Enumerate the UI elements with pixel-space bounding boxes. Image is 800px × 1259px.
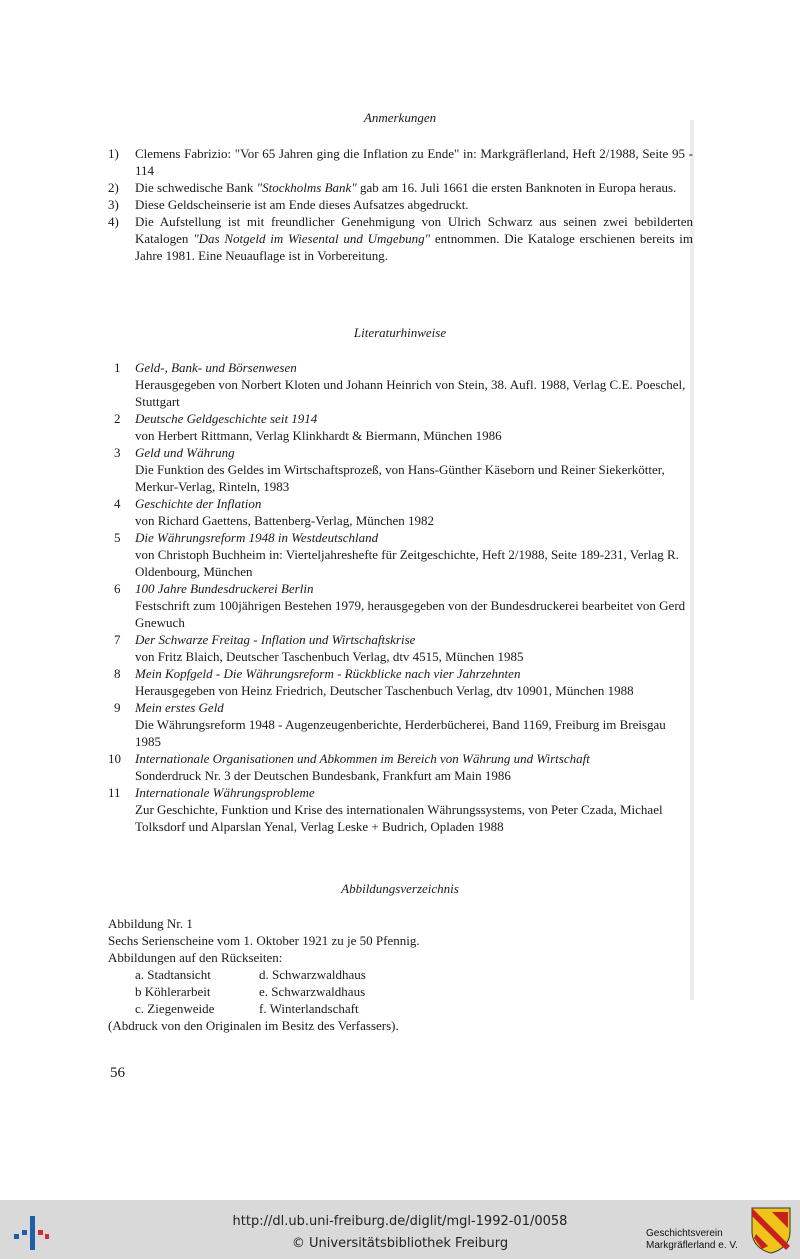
literature-number: 6 [114,581,121,596]
note-item [108,213,693,264]
literature-number: 1 [114,360,121,375]
literature-desc: von Richard Gaettens, Battenberg-Verlag, München 1982 [135,513,435,528]
note-text: Die schwedische Bank "Stockholms Bank" gab am 16. Juli 1661 die ersten Banknoten in Europa heraus. [135,180,677,195]
literature-number: 8 [114,666,121,681]
note-item [108,145,693,179]
heading-anmerkungen: Anmerkungen [363,110,437,125]
figure-row-right: d. Schwarzwaldhaus [259,967,366,982]
literature-item [104,699,694,750]
literature-number: 4 [114,496,121,511]
literature-item [104,495,694,529]
literature-desc: von Herbert Rittmann, Verlag Klinkhardt & Biermann, München 1986 [135,428,502,443]
literature-title: Der Schwarze Freitag - Inflation und Wirtschaftskrise [135,632,416,647]
figure-row [108,966,668,983]
literature-number: 3 [114,445,121,460]
literature-item [104,529,694,580]
figure-row [108,983,668,1000]
literature-title: Geld-, Bank- und Börsenwesen [135,360,297,375]
literature-list [104,359,694,835]
literature-desc: Sonderdruck Nr. 3 der Deutschen Bundesbank, Frankfurt am Main 1986 [135,768,511,783]
literature-item [104,665,694,699]
literature-desc: von Fritz Blaich, Deutscher Taschenbuch Verlag, dtv 4515, München 1985 [135,649,524,664]
literature-item [104,410,694,444]
note-item [108,179,693,196]
society-name-line1: Geschichtsverein [646,1228,723,1239]
note-number: 1) [108,146,119,161]
literature-title: 100 Jahre Bundesdruckerei Berlin [135,581,314,596]
literature-desc: Die Funktion des Geldes im Wirtschaftsprozeß, von Hans-Günther Käseborn und Reiner Siekerkötter, Merkur-Verlag, Rinteln, 1983 [135,462,665,494]
heading-abbildungen: Abbildungsverzeichnis [341,881,459,896]
figure-row-left: b Köhlerarbeit [135,984,211,999]
figure-row-left: a. Stadtansicht [135,967,211,982]
figure-row-left: c. Ziegenweide [135,1001,215,1016]
figure-source-note: (Abdruck von den Originalen im Besitz des Verfassers). [108,1018,399,1033]
literature-item [104,631,694,665]
footer-url-link[interactable]: http://dl.ub.uni-freiburg.de/diglit/mgl-1992-01/0058 [232,1214,568,1229]
coat-of-arms-icon [750,1206,792,1254]
note-number: 2) [108,180,119,195]
literature-desc: Herausgegeben von Heinz Friedrich, Deutscher Taschenbuch Verlag, dtv 10901, München 1988 [135,683,634,698]
literature-title: Internationale Währungsprobleme [135,785,315,800]
note-text: Die Aufstellung ist mit freundlicher Genehmigung von Ulrich Schwarz aus seinen zwei bebilderten Katalogen "Das Notgeld im Wiesental und Umgebung" entnommen. Die Kataloge erschienen bereits im Jahre 1981. Eine Neuauflage ist in Vorbereitung. [135,214,693,263]
literature-title: Deutsche Geldgeschichte seit 1914 [135,411,318,426]
literature-desc: Zur Geschichte, Funktion und Krise des internationalen Währungssystems, von Peter Czada, Michael Tolksdorf und Alparslan Yenal, Verlag Leske + Budrich, Opladen 1988 [135,802,663,834]
literature-item [104,444,694,495]
literature-item [104,580,694,631]
note-number: 3) [108,197,119,212]
literature-title: Mein Kopfgeld - Die Währungsreform - Rückblicke nach vier Jahrzehnten [135,666,521,681]
literature-number: 7 [114,632,121,647]
literature-title: Die Währungsreform 1948 in Westdeutschland [135,530,379,545]
literature-desc: Herausgegeben von Norbert Kloten und Johann Heinrich von Stein, 38. Aufl. 1988, Verlag C.E. Poeschel, Stuttgart [135,377,686,409]
figure-list [108,915,668,1034]
literature-title: Internationale Organisationen und Abkommen im Bereich von Währung und Wirtschaft [135,751,590,766]
note-number: 4) [108,214,119,229]
literature-desc: Festschrift zum 100jährigen Bestehen 1979, herausgegeben von der Bundesdruckerei bearbeitet von Gerd Gnewuch [135,598,686,630]
heading-literatur: Literaturhinweise [353,325,447,340]
figure-row-right: f. Winterlandschaft [259,1001,359,1016]
literature-item [104,784,694,835]
footer-copyright: © Universitätsbibliothek Freiburg [291,1236,509,1251]
page-number: 56 [110,1065,125,1081]
figure-description: Sechs Serienscheine vom 1. Oktober 1921 zu je 50 Pfennig. [108,933,420,948]
literature-number: 5 [114,530,121,545]
note-text: Clemens Fabrizio: "Vor 65 Jahren ging die Inflation zu Ende" in: Markgräflerland, Heft 2/1988, Seite 95 - 114 [135,146,693,178]
society-name [646,1228,738,1252]
note-text: Diese Geldscheinserie ist am Ende dieses Aufsatzes abgedruckt. [135,197,469,212]
literature-item [104,359,694,410]
figure-row [108,1000,668,1017]
figure-title: Abbildung Nr. 1 [108,916,193,931]
literature-desc: Die Währungsreform 1948 - Augenzeugenberichte, Herderbücherei, Band 1169, Freiburg im Breisgau 1985 [135,717,666,749]
footer-bar [0,1200,800,1259]
society-name-line2: Markgräflerland e. V. [646,1240,738,1251]
literature-title: Geschichte der Inflation [135,496,262,511]
figure-row-right: e. Schwarzwaldhaus [259,984,366,999]
notes-list [108,145,693,264]
literature-number: 9 [114,700,121,715]
literature-number: 10 [108,751,121,766]
literature-title: Mein erstes Geld [135,700,224,715]
literature-title: Geld und Währung [135,445,235,460]
literature-number: 2 [114,411,121,426]
literature-item [104,750,694,784]
literature-desc: von Christoph Buchheim in: Vierteljahreshefte für Zeitgeschichte, Heft 2/1988, Seite 189-231, Verlag R. Oldenbourg, München [135,547,679,579]
literature-number: 11 [108,785,121,800]
figure-caption: Abbildungen auf den Rückseiten: [108,950,283,965]
note-item [108,196,693,213]
